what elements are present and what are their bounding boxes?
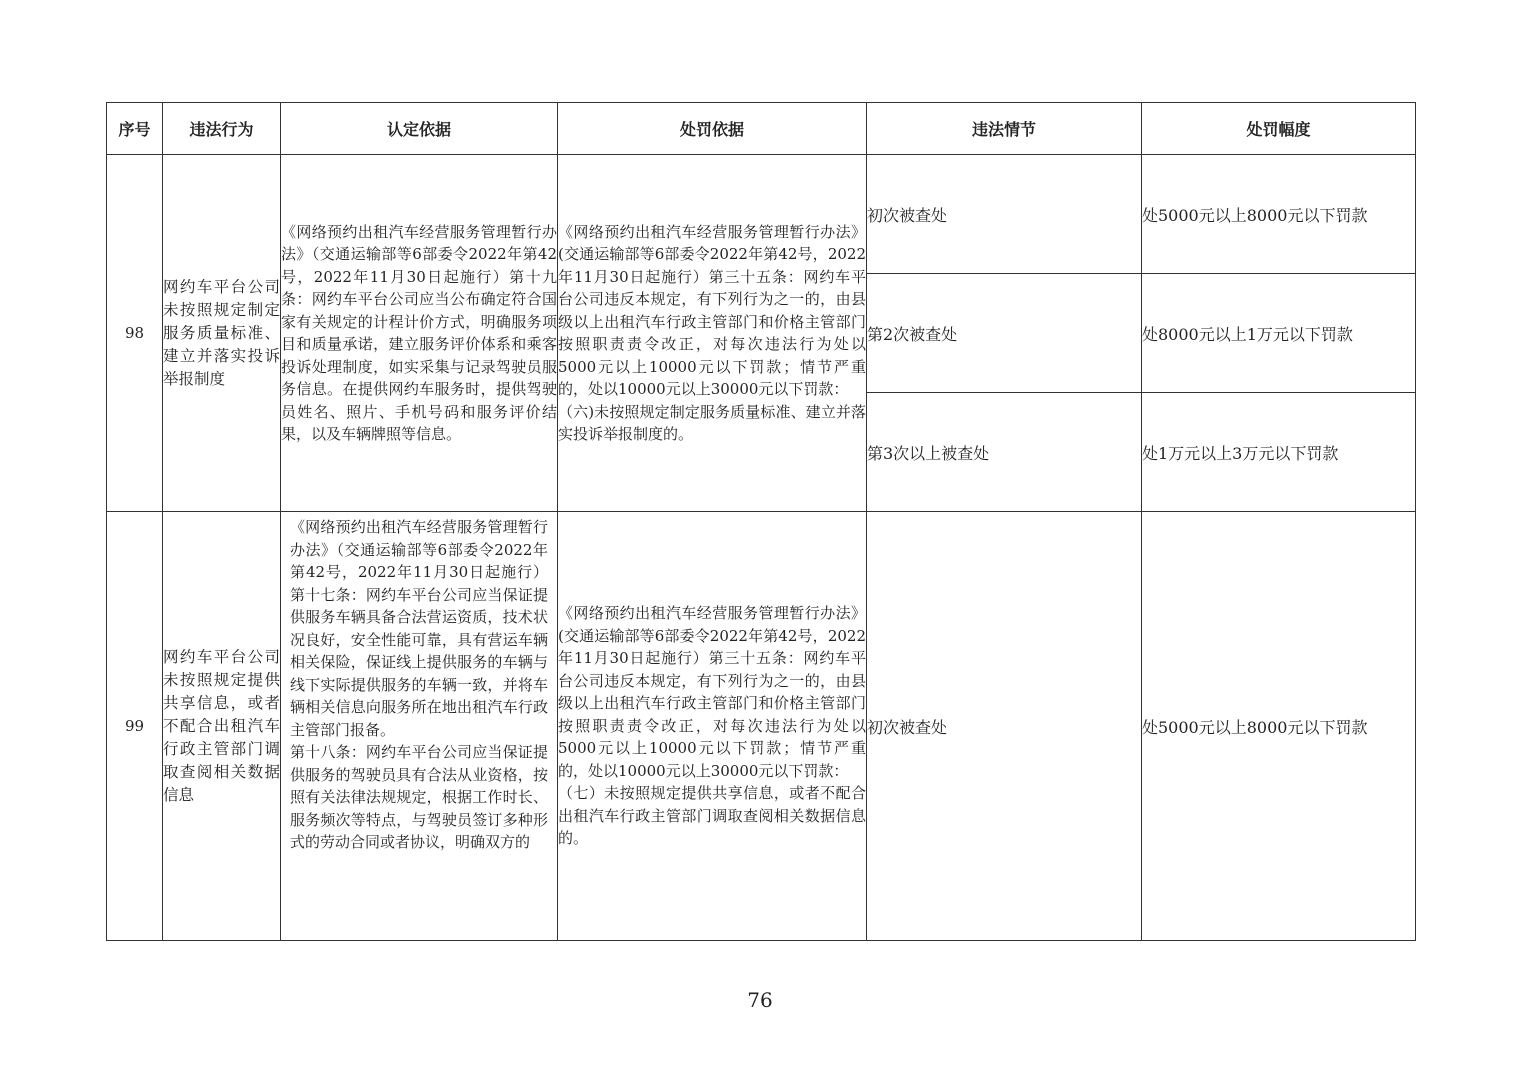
header-penalty-basis: 处罚依据 — [558, 103, 867, 155]
row-seq: 99 — [107, 512, 163, 941]
row-circumstance: 初次被查处 — [867, 155, 1142, 274]
header-circumstance: 违法情节 — [867, 103, 1142, 155]
row-basis: 《网络预约出租汽车经营服务管理暂行办法》（交通运输部等6部委令2022年第42号，2022年11月30日起施行）第十七条：网约车平台公司应当保证提供服务车辆具备合法营运资质，技术状况良好，安全性能可靠，具有营运车辆相关保险，保证线上提供服务的车辆与线下实际提供服务的车辆一致，并将车辆相关信息向服务所在地出租汽车行政主管部门报备。 第十八条：网约车平台公司应当保证提供服务的驾驶员具有合法从业资格，按照有关法律法规规定，根据工作时长、服务频次等特点，与驾驶员签订多种形式的劳动合同或者协议，明确双方的 — [290, 518, 548, 851]
header-seq: 序号 — [107, 103, 163, 155]
header-row — [107, 103, 1416, 155]
row-circumstance: 初次被查处 — [867, 512, 1142, 941]
header-violation: 违法行为 — [163, 103, 281, 155]
header-basis: 认定依据 — [281, 103, 558, 155]
row-circumstance: 第2次被查处 — [867, 274, 1142, 393]
row-basis-cell — [281, 512, 558, 941]
row-penalty-basis: 《网络预约出租汽车经营服务管理暂行办法》(交通运输部等6部委令2022年第42号，2022年11月30日起施行）第三十五条：网约车平台公司违反本规定，有下列行为之一的，由县级以上出租汽车行政主管部门和价格主管部门按照职责责令改正，对每次违法行为处以5000元以上10000元以下罚款；情节严重的，处以10000元以上30000元以下罚款： （六)未按照规定制定服务质量标准、建立并落实投诉举报制度的。 — [558, 155, 867, 512]
row-penalty-basis: 《网络预约出租汽车经营服务管理暂行办法》(交通运输部等6部委令2022年第42号，2022年11月30日起施行）第三十五条：网约车平台公司违反本规定，有下列行为之一的，由县级以上出租汽车行政主管部门和价格主管部门按照职责责令改正，对每次违法行为处以5000元以上10000元以下罚款；情节严重的，处以10000元以上30000元以下罚款： （七）未按照规定提供共享信息，或者不配合出租汽车行政主管部门调取查阅相关数据信息的。 — [558, 512, 867, 941]
row-range: 处5000元以上8000元以下罚款 — [1142, 512, 1416, 941]
row-circumstance: 第3次以上被查处 — [867, 393, 1142, 512]
table-row — [107, 155, 1416, 274]
row-violation: 网约车平台公司未按照规定制定服务质量标准、建立并落实投诉举报制度 — [163, 155, 281, 512]
row-range: 处5000元以上8000元以下罚款 — [1142, 155, 1416, 274]
penalty-table — [106, 102, 1416, 941]
page-number: 76 — [747, 988, 773, 1012]
row-range: 处8000元以上1万元以下罚款 — [1142, 274, 1416, 393]
row-basis: 《网络预约出租汽车经营服务管理暂行办法》（交通运输部等6部委令2022年第42号，2022年11月30日起施行）第十九条：网约车平台公司应当公布确定符合国家有关规定的计程计价方式，明确服务项目和质量承诺，建立服务评价体系和乘客投诉处理制度，如实采集与记录驾驶员服务信息。在提供网约车服务时，提供驾驶员姓名、照片、手机号码和服务评价结果，以及车辆牌照等信息。 — [281, 155, 558, 512]
row-violation: 网约车平台公司未按照规定提供共享信息，或者不配合出租汽车行政主管部门调取查阅相关数据信息 — [163, 512, 281, 941]
row-seq: 98 — [107, 155, 163, 512]
row-range: 处1万元以上3万元以下罚款 — [1142, 393, 1416, 512]
header-range: 处罚幅度 — [1142, 103, 1416, 155]
table-row — [107, 512, 1416, 941]
